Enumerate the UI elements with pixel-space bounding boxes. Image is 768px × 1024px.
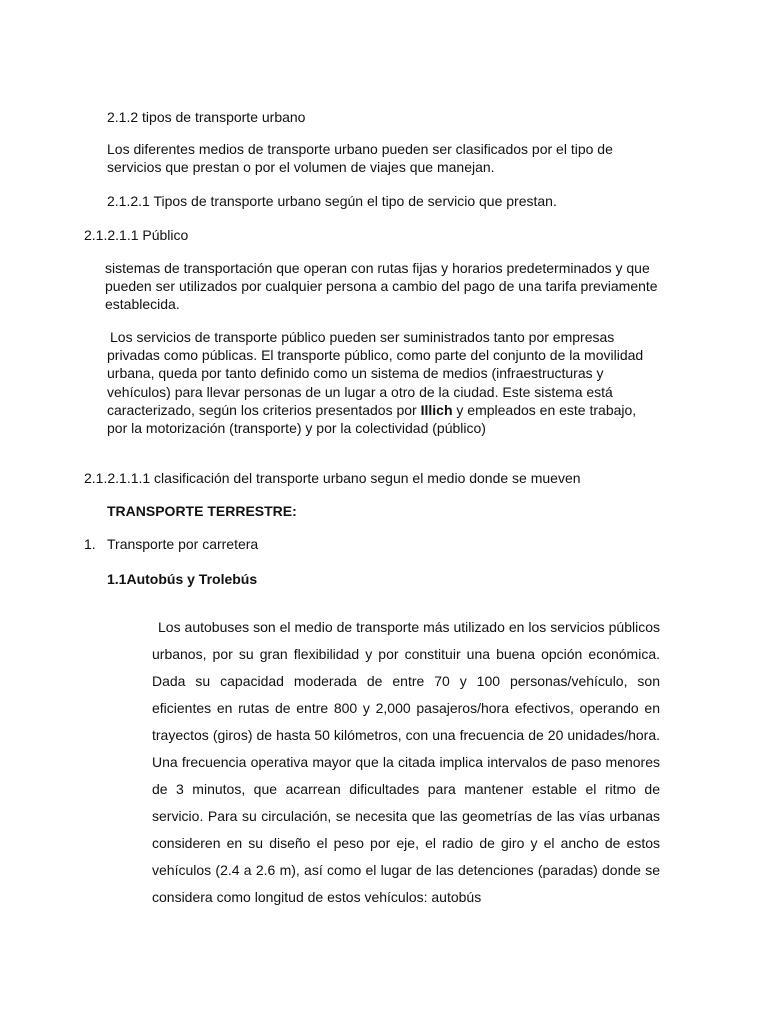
publico-definition-text: sistemas de transportación que operan con rutas fijas y horarios predeterminados y que pueden ser utilizados por cualquier persona a cambio del pago de una tarifa previamente establecida. bbox=[105, 260, 658, 313]
heading-2-1-2: 2.1.2 tipos de transporte urbano bbox=[107, 109, 306, 125]
heading-2-1-2-1: 2.1.2.1 Tipos de transporte urbano según el tipo de servicio que prestan. bbox=[107, 193, 557, 209]
intro-paragraph bbox=[107, 140, 667, 176]
heading-2-1-2-1-1-1: 2.1.2.1.1.1 clasificación del transporte urbano segun el medio donde se mueven bbox=[84, 470, 581, 486]
heading-2-1-2-1-1: 2.1.2.1.1 Público bbox=[84, 227, 189, 243]
servicios-text-part1: Los servicios de transporte público pueden ser suministrados tanto por empresas privadas como públicas. El transporte público, como parte del conjunto de la movilidad urbana, queda por tanto definido como un sistema de medios (infraestructuras y vehículos) para llevar personas de un lugar a otro de la ciudad. Este sistema está caracterizado, según los criterios presentados por bbox=[107, 329, 644, 418]
publico-definition bbox=[105, 259, 665, 314]
servicios-paragraph bbox=[107, 328, 657, 437]
autobus-text: Los autobuses son el medio de transporte más utilizado en los servicios públicos urbanos, por su gran flexibilidad y por constituir una buena opción económica. Dada su capacidad moderada de entre 70 y 100 personas/vehículo, son eficientes en rutas de entre 800 y 2,000 pasajeros/hora efectivos, operando en trayectos (giros) de hasta 50 kilómetros, con una frecuencia de 20 unidades/hora. Una frecuencia operativa mayor que la citada implica intervalos de paso menores de 3 minutos, que acarrean dificultades para mantener estable el ritmo de servicio. Para su circulación, se necesita que las geometrías de las vías urbanas consideren en su diseño el peso por eje, el radio de giro y el ancho de estos vehículos (2.4 a 2.6 m), así como el lugar de las detenciones (paradas) donde se considera como longitud de estos vehículos: autobús bbox=[152, 619, 660, 905]
illich-citation: Illich bbox=[420, 401, 453, 418]
intro-text: Los diferentes medios de transporte urbano pueden ser clasificados por el tipo de servicios que prestan o por el volumen de viajes que manejan. bbox=[107, 141, 613, 176]
list-item-carretera: Transporte por carretera bbox=[107, 536, 259, 552]
autobus-paragraph bbox=[152, 614, 660, 911]
list-number: 1. bbox=[84, 536, 96, 552]
transporte-terrestre-heading: TRANSPORTE TERRESTRE: bbox=[107, 503, 297, 519]
servicios-text bbox=[107, 328, 657, 437]
servicios-text-part2: y empleados en este trabajo, por la motorización (transporte) y por la colectividad (público) bbox=[107, 401, 637, 436]
heading-autobus-trolebus: 1.1Autobús y Trolebús bbox=[107, 571, 258, 587]
